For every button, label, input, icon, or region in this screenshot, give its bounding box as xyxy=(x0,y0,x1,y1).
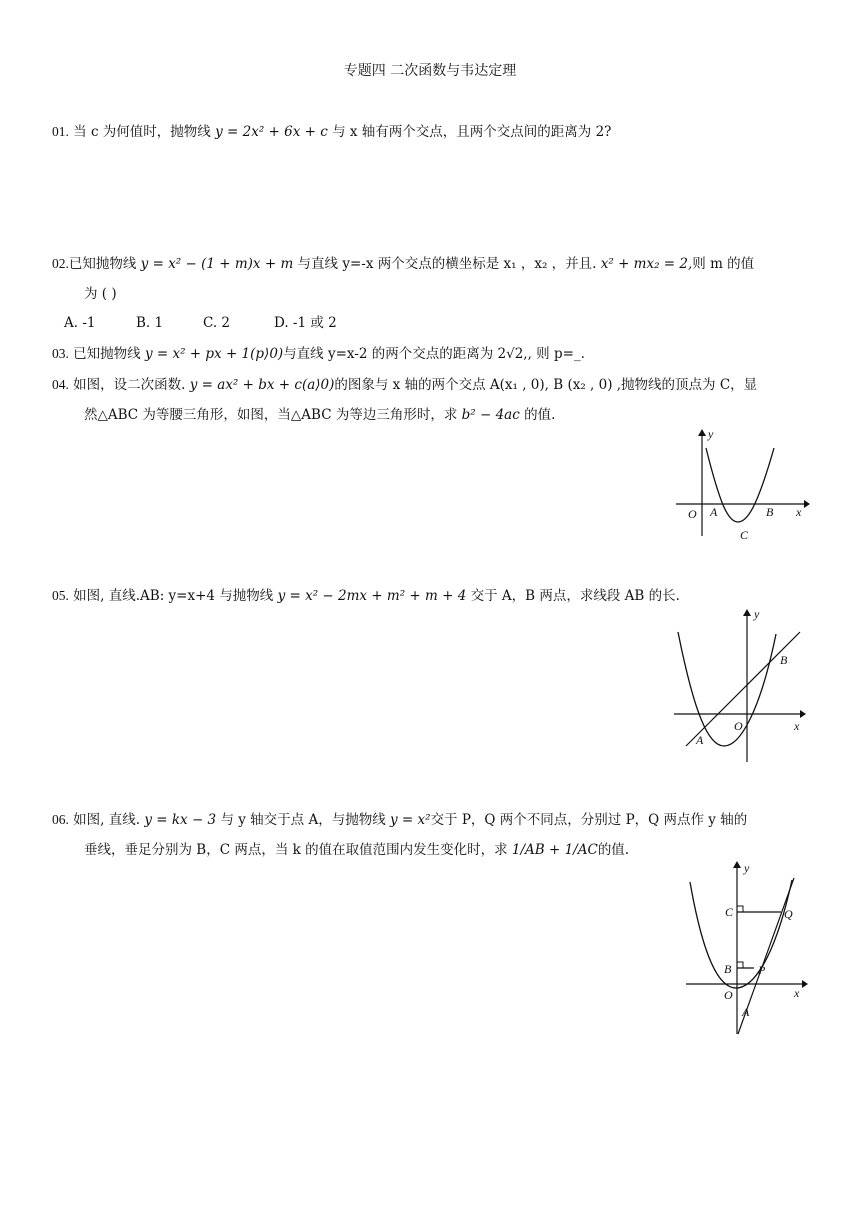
label-y: y xyxy=(708,427,714,441)
question-text: 的值. xyxy=(519,407,556,423)
equation: 1/AB + 1/AC xyxy=(511,842,598,858)
figure-q5-parabola-line xyxy=(668,606,813,766)
label-a: A xyxy=(710,505,718,519)
label-x: x xyxy=(794,986,800,1000)
label-c: C xyxy=(725,905,734,919)
label-b: B xyxy=(724,962,732,976)
right-angle-b xyxy=(737,962,743,968)
equation: y = kx − 3 xyxy=(144,812,217,828)
label-a: A xyxy=(742,1005,750,1019)
question-text: 已知抛物线 xyxy=(68,346,145,362)
option-d: D. -1 或 2 xyxy=(274,315,337,331)
question-text: 交于 A，B 两点，求线段 AB 的长. xyxy=(466,588,680,604)
question-text: 则 m 的值 xyxy=(692,256,755,272)
x-axis-arrow xyxy=(804,500,810,508)
question-6 xyxy=(52,805,812,835)
label-q: Q xyxy=(784,907,793,921)
question-text: 如图, 直线. xyxy=(68,812,145,828)
answer-options xyxy=(64,312,337,334)
question-number: 03. xyxy=(52,346,69,361)
option-a: A. -1 xyxy=(64,315,96,331)
question-number: 04. xyxy=(52,377,69,392)
label-a: A xyxy=(696,733,704,747)
label-y: y xyxy=(754,607,760,621)
label-b: B xyxy=(766,505,774,519)
equation: y = 2x² + 6x + c xyxy=(215,124,328,140)
option-c: C. 2 xyxy=(203,315,231,331)
question-text: 如图, 直线.AB: y=x+4 与抛物线 xyxy=(68,588,278,604)
label-p: P xyxy=(758,963,766,977)
question-6-continuation xyxy=(84,835,629,865)
question-2-continuation: 为 ( ) xyxy=(84,286,117,302)
label-x: x xyxy=(796,505,802,519)
label-c: C xyxy=(740,528,749,542)
option-b: B. 1 xyxy=(136,315,164,331)
right-angle-c xyxy=(737,906,743,912)
equation: y = ax² + bx + c(a⟩0) xyxy=(189,377,335,393)
question-1 xyxy=(52,117,812,147)
label-x: x xyxy=(794,719,800,733)
question-3 xyxy=(52,339,812,369)
label-o: O xyxy=(724,988,733,1002)
figure-q4-parabola xyxy=(668,424,813,546)
question-text: 垂线，垂足分别为 B，C 两点，当 k 的值在取值范围内发生变化时，求 xyxy=(84,842,512,858)
y-axis-arrow xyxy=(743,609,751,616)
question-text: 的图象与 x 轴的两个交点 A(x₁ , 0), B (x₂ , 0) ,抛物线的顶点为 C，显 xyxy=(334,377,758,393)
label-b: B xyxy=(780,653,788,667)
question-number: 01. xyxy=(52,124,69,139)
question-text: 然△ABC 为等腰三角形，如图，当△ABC 为等边三角形时，求 xyxy=(84,407,462,423)
parabola-curve xyxy=(678,632,776,746)
parabola-curve xyxy=(690,880,792,988)
question-text: 当 c 为何值时，抛物线 xyxy=(68,124,216,140)
question-text: 与 y 轴交于点 A，与抛物线 xyxy=(216,812,390,828)
figure-q6-parabola-line xyxy=(678,858,813,1040)
equation: y = x² xyxy=(390,812,431,828)
question-text: 与 x 轴有两个交点，且两个交点间的距离为 2? xyxy=(327,124,612,140)
question-text: 已知抛物线 xyxy=(68,256,141,272)
question-text: 与直线 y=-x 两个交点的横坐标是 x₁ ，x₂ ，并且. xyxy=(293,256,601,272)
label-y: y xyxy=(744,861,750,875)
line-ab xyxy=(686,632,800,746)
question-2 xyxy=(52,249,812,279)
equation: y = x² − 2mx + m² + m + 4 xyxy=(277,588,467,604)
equation: x² + mx₂ = 2, xyxy=(600,256,693,272)
equation: y = x² + px + 1(p⟩0) xyxy=(144,346,284,362)
y-axis-arrow xyxy=(733,861,741,868)
question-text: 与直线 y=x-2 的两个交点的距离为 2√2,, 则 p=_. xyxy=(283,346,585,362)
page-title: 专题四 二次函数与韦达定理 xyxy=(343,63,517,79)
question-number: 02. xyxy=(52,256,69,271)
x-axis-arrow xyxy=(802,980,808,988)
equation: y = x² − (1 + m)x + m xyxy=(140,256,294,272)
question-number: 05. xyxy=(52,588,69,603)
label-o: O xyxy=(734,719,743,733)
question-4-continuation xyxy=(84,400,555,430)
question-text: 的值. xyxy=(597,842,630,858)
question-text: 交于 P，Q 两个不同点，分别过 P，Q 两点作 y 轴的 xyxy=(430,812,748,828)
x-axis-arrow xyxy=(800,710,806,718)
equation: b² − 4ac xyxy=(461,407,520,423)
question-number: 06. xyxy=(52,812,69,827)
y-axis-arrow xyxy=(698,429,706,436)
question-text: 如图，设二次函数. xyxy=(68,377,190,393)
question-4 xyxy=(52,370,812,400)
label-o: O xyxy=(688,507,697,521)
